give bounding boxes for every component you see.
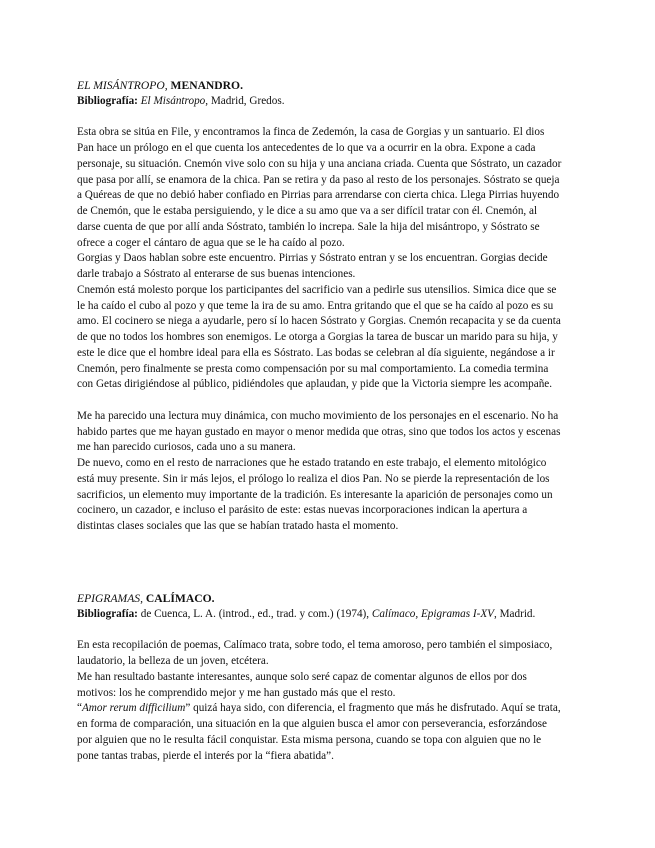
bibliography-details: de Cuenca, L. A. (introd., ed., trad. y com.) (1974), [140,607,370,620]
work-title: EL MISÁNTROPO, [77,79,168,92]
bibliography-line [77,607,563,623]
quoted-title: Amor rerum difficilium [81,702,186,715]
bibliography-details: , Madrid, Gredos. [205,94,285,107]
bibliography-place: , Madrid. [494,607,536,620]
paragraph-text: ” quizá haya sido, con diferencia, el fragmento que más he disfrutado. Aquí se trata, en forma de comparación, una situación en la que alguien busca el amor con perseverancia, esforzándose por alguien que no le resulta fácil conquistar. Esta misma persona, cuando se topa con alguien que no le pone tantas trabas, pierde el interés por la “fiera abatida”. [77,702,561,762]
paragraph [77,701,563,764]
entry-misantropo [77,78,563,535]
paragraph: De nuevo, como en el resto de narraciones que he estado tratando en este trabajo, el elemento mitológico está muy presente. Sin ir más lejos, el prólogo lo realiza el dios Pan. No se pierde la representación de los sacrificios, un elemento muy importante de la tradición. Es interesante la aparición de personajes como un cocinero, un cazador, e incluso el parásito de este: estas nuevas incorporaciones indican la apertura a distintas clases sociales que las que se habían tratado hasta el momento. [77,457,553,532]
paragraph: Me ha parecido una lectura muy dinámica, con mucho movimiento de los personajes en el escenario. No ha habido partes que me hayan gustado en mayor o menor medida que otras, sino que todos los actos y escenas me han parecido curiosos, cada uno a su manera. [77,409,561,454]
paragraph: Gorgias y Daos hablan sobre este encuentro. Pirrias y Sóstrato entran y se los encuentran. Gorgias decide darle trabajo a Sóstrato al enterarse de sus buenas intenciones. [77,252,548,280]
quote-open: “ [77,702,82,715]
bibliography-title: Calímaco, Epigramas I-XV [371,607,494,620]
work-title: EPIGRAMAS, [77,592,143,605]
entry-epigramas [77,591,563,764]
entry-heading [77,78,563,94]
paragraph: En esta recopilación de poemas, Calímaco trata, sobre todo, el tema amoroso, pero también el simposiaco, laudatorio, la belleza de un joven, etcétera. [77,639,553,667]
bibliography-label: Bibliografía: [77,94,138,107]
paragraph: Esta obra se sitúa en File, y encontramos la finca de Zedemón, la casa de Gorgias y un santuario. El dios Pan hace un prólogo en el que cuenta los antecedentes de lo que va a ocurrir en la obra. Expone a cada personaje, su situación. Cnemón vive solo con su hija y una anciana criada. Cuenta que Sóstrato, un cazador que pasa por allí, se enamora de la chica. Pan se retira y da paso al resto de los personajes. Sóstrato se queja a Quéreas de que no debió haber confiado en Pirrias para arrendarse con cierta chica. Llega Pirrias huyendo de Cnemón, que le estaba persiguiendo, y le dice a su amo que va a ser difícil tratar con él. Cnemón, al darse cuenta de que por allí anda Sóstrato, también lo increpa. Sale la hija del misántropo, y Sóstrato se ofrece a coger el cántaro de agua que se le ha caído al pozo. [77,126,562,249]
bibliography-title: El Misántropo [140,94,206,107]
author-name: CALÍMACO. [145,592,215,605]
entry-heading [77,591,563,607]
author-name: MENANDRO. [170,79,243,92]
bibliography-label: Bibliografía: [77,607,138,620]
paragraph: Cnemón está molesto porque los participantes del sacrificio van a pedirle sus utensilios. Simica dice que se le ha caído el cubo al pozo y que teme la ira de su amo. Entra gritando que el que se ha caído al pozo es su amo. El cocinero se niega a ayudarle, pero sí lo hacen Sóstrato y Gorgias. Cnemón recapacita y se da cuenta de que no todos los hombres son enemigos. Le otorga a Gorgias la tarea de buscar un marido para su hija, y este le dice que el hombre ideal para ella es Sóstrato. Las bodas se celebran al día siguiente, negándose a ir Cnemón, pero finalmente se presta como compensación por su mal comportamiento. La comedia termina con Getas dirigiéndose al público, pidiéndoles que aplaudan, y pide que la Victoria siempre les acompañe. [77,283,561,391]
paragraph: Me han resultado bastante interesantes, aunque solo seré capaz de comentar algunos de ellos por dos motivos: los he comprendido mejor y me han gustado más que el resto. [77,670,527,699]
bibliography-line [77,94,563,110]
